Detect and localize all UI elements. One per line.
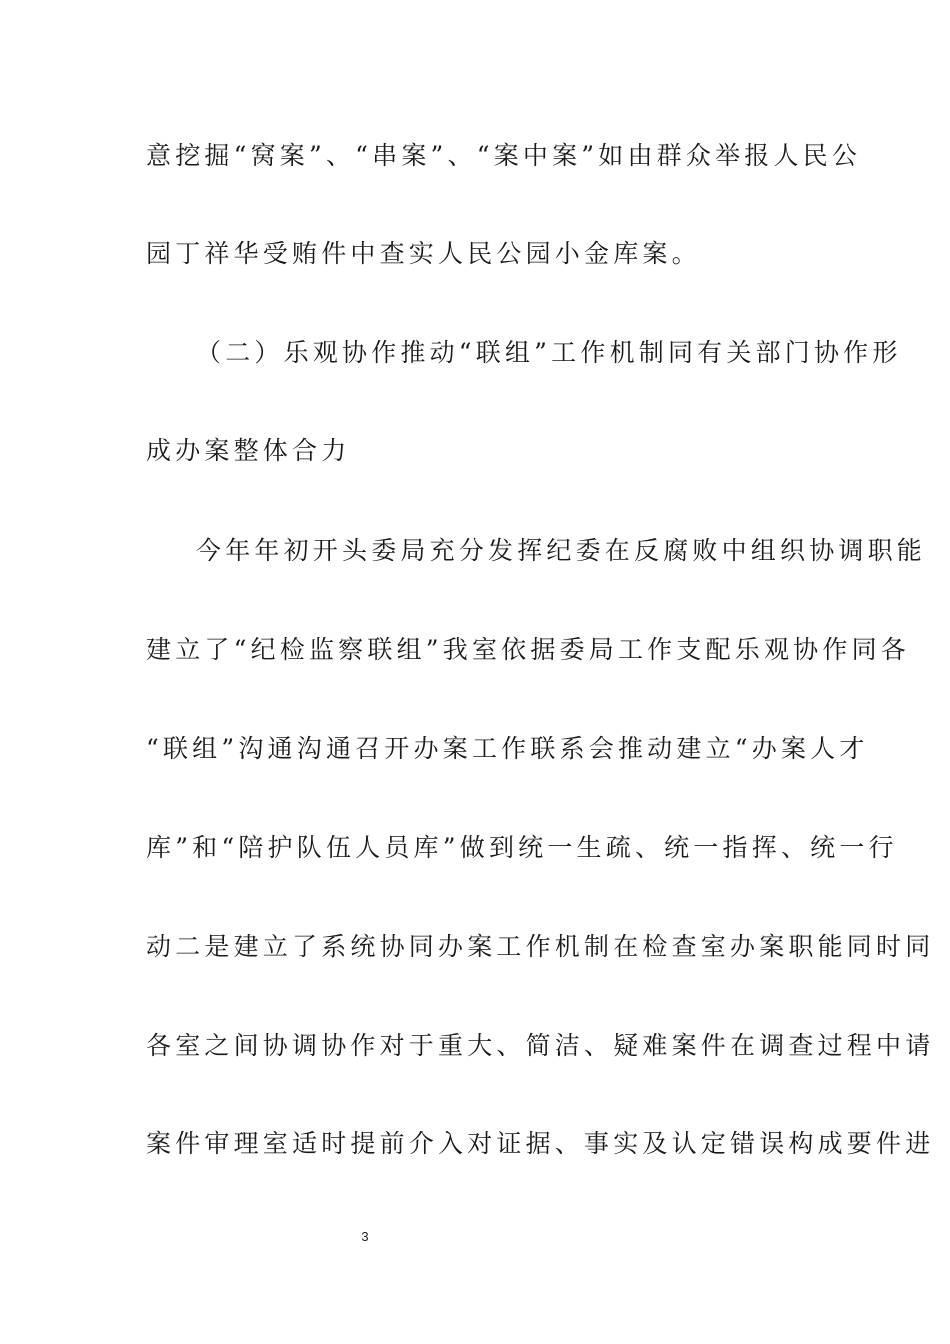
body-text-line: 园丁祥华受贿件中查实人民公园小金库案。 [146, 239, 701, 268]
section-heading-line: 成办案整体合力 [146, 436, 351, 465]
body-text-line: 案件审理室适时提前介入对证据、事实及认定错误构成要件进 [146, 1129, 935, 1158]
body-text-line: 今年年初开头委局充分发挥纪委在反腐败中组织协调职能 [196, 536, 927, 565]
page-number: 3 [361, 1229, 369, 1244]
body-text-line: 建立了“纪检监察联组”我室依据委局工作支配乐观协作同各 [146, 635, 910, 664]
body-text-line: 库”和“陪护队伍人员库”做到统一生疏、统一指挥、统一行 [146, 833, 898, 862]
body-text-line: 意挖掘“窝案”、“串案”、“案中案”如由群众举报人民公 [146, 141, 862, 170]
body-text-line: 各室之间协调协作对于重大、简洁、疑难案件在调查过程中请 [146, 1031, 935, 1060]
section-heading-line: （二）乐观协作推动“联组”工作机制同有关部门协作形 [196, 338, 902, 367]
body-text-line: 动二是建立了系统协同办案工作机制在检查室办案职能同时同 [146, 932, 935, 961]
body-text-line: “联组”沟通沟通召开办案工作联系会推动建立“办案人才 [146, 734, 869, 763]
